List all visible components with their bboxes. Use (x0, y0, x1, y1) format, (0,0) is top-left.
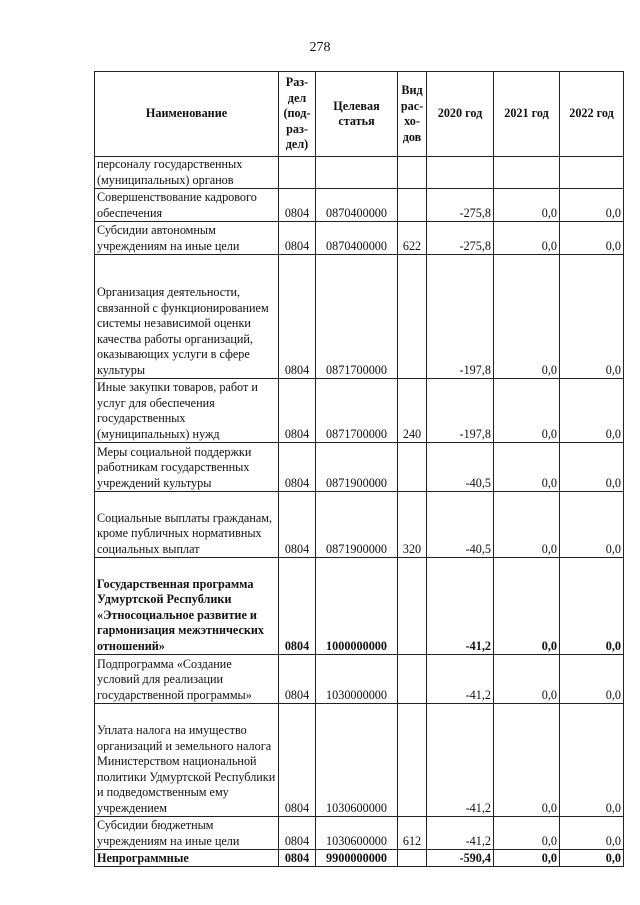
row-expense-type: 612 (398, 817, 427, 850)
row-2021: 0,0 (494, 443, 560, 492)
row-section: 0804 (279, 850, 316, 867)
row-2022: 0,0 (560, 655, 624, 704)
row-2020: -41,2 (427, 655, 494, 704)
row-name: Совершенствование кадрового обеспечения (95, 189, 279, 222)
row-target: 1030000000 (316, 655, 398, 704)
row-2020: -40,5 (427, 492, 494, 558)
budget-table (94, 71, 624, 867)
row-name: Организация деятельности, связанной с функционированием системы независимой оценки качества работы организаций, оказывающих услуги в сфере культуры (95, 255, 279, 379)
row-2022: 0,0 (560, 817, 624, 850)
header-2022: 2022 год (560, 72, 624, 157)
row-expense-type (398, 655, 427, 704)
row-name: Государственная программа Удмуртской Республики «Этносоциальное развитие и гармонизация межэтнических отношений» (95, 558, 279, 655)
row-section (279, 157, 316, 189)
row-2020: -41,2 (427, 704, 494, 817)
row-2022: 0,0 (560, 255, 624, 379)
row-2020: -197,8 (427, 255, 494, 379)
row-section: 0804 (279, 817, 316, 850)
row-section: 0804 (279, 558, 316, 655)
row-2021: 0,0 (494, 655, 560, 704)
table-row (95, 222, 624, 255)
row-2022: 0,0 (560, 704, 624, 817)
row-target: 0871700000 (316, 255, 398, 379)
row-name: Непрограммные (95, 850, 279, 867)
row-expense-type: 320 (398, 492, 427, 558)
row-2022: 0,0 (560, 558, 624, 655)
header-target: Целевая статья (316, 72, 398, 157)
table-row (95, 443, 624, 492)
row-2020: -41,2 (427, 817, 494, 850)
header-2020: 2020 год (427, 72, 494, 157)
page-number: 278 (309, 40, 331, 55)
row-section: 0804 (279, 704, 316, 817)
row-target: 0871900000 (316, 443, 398, 492)
table-row (95, 817, 624, 850)
row-target: 1030600000 (316, 704, 398, 817)
row-target: 0871700000 (316, 379, 398, 443)
row-expense-type: 240 (398, 379, 427, 443)
row-2020: -40,5 (427, 443, 494, 492)
table-row (95, 189, 624, 222)
row-target: 0870400000 (316, 222, 398, 255)
row-expense-type (398, 850, 427, 867)
row-expense-type (398, 157, 427, 189)
row-expense-type (398, 189, 427, 222)
row-target: 1000000000 (316, 558, 398, 655)
row-2022: 0,0 (560, 222, 624, 255)
row-2020 (427, 157, 494, 189)
row-name: персоналу государственных (муниципальных) органов (95, 157, 279, 189)
row-target (316, 157, 398, 189)
row-target: 9900000000 (316, 850, 398, 867)
row-2021: 0,0 (494, 704, 560, 817)
table-row (95, 157, 624, 189)
row-2021: 0,0 (494, 817, 560, 850)
row-name: Социальные выплаты гражданам, кроме публичных нормативных социальных выплат (95, 492, 279, 558)
row-name: Иные закупки товаров, работ и услуг для обеспечения государственных (муниципальных) нужд (95, 379, 279, 443)
row-2021 (494, 157, 560, 189)
row-target: 1030600000 (316, 817, 398, 850)
row-2020: -197,8 (427, 379, 494, 443)
row-2022: 0,0 (560, 189, 624, 222)
table-row (95, 255, 624, 379)
row-name: Субсидии бюджетным учреждениям на иные цели (95, 817, 279, 850)
row-section: 0804 (279, 222, 316, 255)
row-section: 0804 (279, 655, 316, 704)
row-expense-type (398, 558, 427, 655)
row-name: Субсидии автономным учреждениям на иные цели (95, 222, 279, 255)
row-2021: 0,0 (494, 255, 560, 379)
row-name: Уплата налога на имущество организаций и земельного налога Министерством национальной политики Удмуртской Республики и подведомственным ему учреждением (95, 704, 279, 817)
row-2020: -41,2 (427, 558, 494, 655)
row-2021: 0,0 (494, 492, 560, 558)
row-target: 0870400000 (316, 189, 398, 222)
row-2022: 0,0 (560, 379, 624, 443)
header-row (95, 72, 624, 157)
row-section: 0804 (279, 189, 316, 222)
row-2020: -590,4 (427, 850, 494, 867)
row-name: Меры социальной поддержки работникам государственных учреждений культуры (95, 443, 279, 492)
row-expense-type (398, 443, 427, 492)
header-name: Наименование (95, 72, 279, 157)
header-expense-type: Вид рас- хо- дов (398, 72, 427, 157)
row-2021: 0,0 (494, 222, 560, 255)
row-2022 (560, 157, 624, 189)
row-2021: 0,0 (494, 850, 560, 867)
table-row (95, 558, 624, 655)
table-row (95, 704, 624, 817)
row-2021: 0,0 (494, 558, 560, 655)
table-row (95, 492, 624, 558)
row-target: 0871900000 (316, 492, 398, 558)
row-section: 0804 (279, 443, 316, 492)
header-section: Раз- дел (под- раз- дел) (279, 72, 316, 157)
row-expense-type: 622 (398, 222, 427, 255)
row-section: 0804 (279, 255, 316, 379)
row-2021: 0,0 (494, 189, 560, 222)
row-expense-type (398, 704, 427, 817)
row-expense-type (398, 255, 427, 379)
row-2022: 0,0 (560, 850, 624, 867)
row-2020: -275,8 (427, 189, 494, 222)
table-row (95, 850, 624, 867)
header-2021: 2021 год (494, 72, 560, 157)
row-section: 0804 (279, 379, 316, 443)
row-2020: -275,8 (427, 222, 494, 255)
row-section: 0804 (279, 492, 316, 558)
table-row (95, 655, 624, 704)
row-name: Подпрограмма «Создание условий для реализации государственной программы» (95, 655, 279, 704)
row-2021: 0,0 (494, 379, 560, 443)
row-2022: 0,0 (560, 492, 624, 558)
row-2022: 0,0 (560, 443, 624, 492)
table-row (95, 379, 624, 443)
